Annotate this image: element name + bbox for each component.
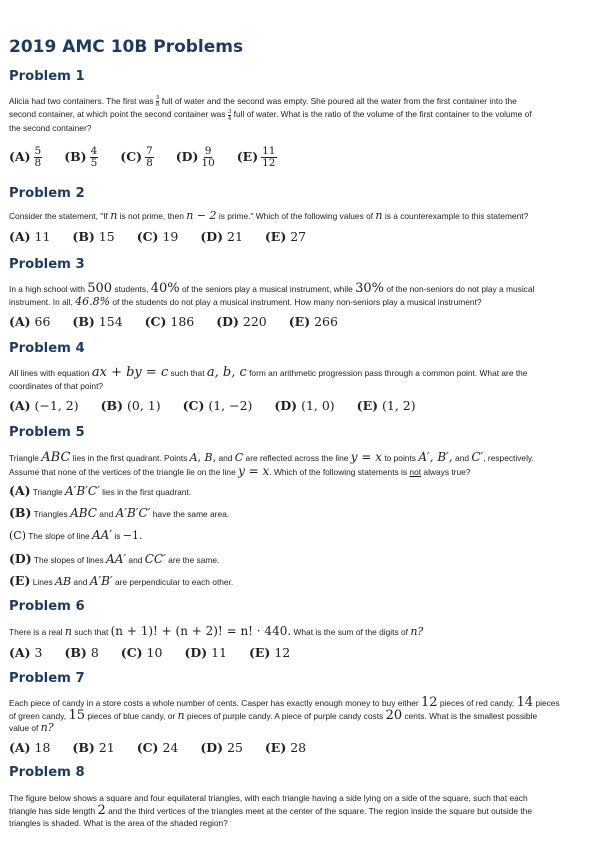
choice-a: (A) 66 <box>9 314 51 329</box>
choice-d: (D) 21 <box>200 229 243 244</box>
choice-e: (E) 12 <box>248 645 291 660</box>
problem-1-heading: Problem 1 <box>9 69 85 84</box>
problem-7-heading: Problem 7 <box>9 671 85 686</box>
choice-a: (A) 11 <box>9 229 51 244</box>
choice-b: (B) 21 <box>72 740 115 755</box>
choice-b: (B) $\frac{4}{5}$ <box>64 145 98 169</box>
choice-c: (C) (1, −2) <box>182 398 253 413</box>
problem-1-choices <box>9 146 295 169</box>
problem-3-choices <box>9 314 356 329</box>
problem-7-choices <box>9 740 324 755</box>
problem-3-heading: Problem 3 <box>9 257 85 272</box>
choice-e: (E) (1, 2) <box>356 398 416 413</box>
choice-c: (C) 10 <box>120 645 163 660</box>
choice-a: (A) (−1, 2) <box>9 398 79 413</box>
choice-d: (D) 25 <box>200 740 243 755</box>
problem-4-text: All lines with equation ax + by = c such that a, b, c form an arithmetic progression pass through a common point. What are the coordinates of that point? <box>9 365 528 391</box>
problem-6-heading: Problem 6 <box>9 599 85 614</box>
problem-4-choices <box>9 398 434 413</box>
choice-c: (C) 186 <box>144 314 195 329</box>
problem-6-choices <box>9 645 308 660</box>
problem-6-text: There is a real n such that (n + 1)! + (n + 2)! = n! · 440. What is the sum of the digits of n? <box>9 624 424 638</box>
problem-2-text: Consider the statement, "If n is not prime, then n − 2 is prime." Which of the following values of n is a counterexample to this statement? <box>9 209 529 222</box>
statement-d: (D) The slopes of lines AA′ and CC′ are the same. <box>9 551 220 566</box>
choice-b: (B) 8 <box>64 645 99 660</box>
problem-1-text: Alicia had two containers. The first was $\frac{5}{6}$ full of water and the second was empty. She poured all the water from the first container into the second container, at which point the second container was $\frac{3}{4}$ full of water. What is the ratio of the volume of the first container to the volume of the second container? <box>9 95 532 133</box>
problem-2-heading: Problem 2 <box>9 186 85 201</box>
problem-8-heading: Problem 8 <box>9 765 85 780</box>
choice-b: (B) 154 <box>72 314 123 329</box>
statement-a: (A) Triangle A′B′C′ lies in the first quadrant. <box>9 483 192 498</box>
choice-a: (A) 3 <box>9 645 43 660</box>
choice-c: (C) 19 <box>136 229 179 244</box>
choice-a: (A) $\frac{5}{8}$ <box>9 145 42 169</box>
fraction: $\frac{3}{4}$ <box>227 108 232 122</box>
choice-d: (D) (1, 0) <box>274 398 335 413</box>
problem-7-text: Each piece of candy in a store costs a whole number of cents. Casper has exactly enough money to buy either 12 pieces of red candy, 14 pieces of green candy, 15 pieces of blue candy, or n pieces of purple candy. A piece of purple candy costs 20 cents. What is the smallest possible value of n? <box>9 695 560 734</box>
choice-e: (E) 266 <box>288 314 338 329</box>
choice-d: (D) 11 <box>184 645 227 660</box>
choice-d: (D) 220 <box>216 314 267 329</box>
choice-e: (E) $\frac{11}{12}$ <box>236 145 276 169</box>
problem-3-text: In a high school with 500 students, 40% of the seniors play a musical instrument, while 30% of the non-seniors do not play a musical instrument. In all, 46.8% of the students do not play a musical instrument. How many non-seniors play a musical instrument? <box>9 281 535 308</box>
statement-e: (E) Lines AB and A′B′ are perpendicular to each other. <box>9 573 234 588</box>
fraction: $\frac{5}{6}$ <box>155 95 160 109</box>
problem-5-text: Triangle ABC lies in the first quadrant. Points A, B, and C are reflected across the line y = x to points A′, B′, and C′, respectively. Assume that none of the vertices of the triangle lie on the line y = x. Which of the following statements is not always true? <box>9 450 534 478</box>
choice-b: (B) (0, 1) <box>100 398 161 413</box>
choice-e: (E) 27 <box>264 229 307 244</box>
choice-e: (E) 28 <box>264 740 307 755</box>
choice-b: (B) 15 <box>72 229 115 244</box>
problem-8-text: The figure below shows a square and four equilateral triangles, with each triangle having a side lying on a side of the square, such that each triangle has side length 2 and the third vertices of the triangles meet at the center of the square. The region inside the square but outside the triangles is shaded. What is the area of the shaded region? <box>9 793 533 828</box>
statement-c: (C) The slope of line AA′ is −1. <box>9 528 143 542</box>
problem-5-heading: Problem 5 <box>9 425 85 440</box>
emphasis-not: not <box>409 466 422 477</box>
choice-c: (C) 24 <box>136 740 179 755</box>
problem-2-choices <box>9 229 324 244</box>
choice-a: (A) 18 <box>9 740 51 755</box>
choice-c: (C) $\frac{7}{8}$ <box>120 145 153 169</box>
problem-4-heading: Problem 4 <box>9 341 85 356</box>
statement-b: (B) Triangles ABC and A′B′C′ have the same area. <box>9 505 230 520</box>
choice-d: (D) $\frac{9}{10}$ <box>175 145 215 169</box>
page-title: 2019 AMC 10B Problems <box>9 37 244 57</box>
